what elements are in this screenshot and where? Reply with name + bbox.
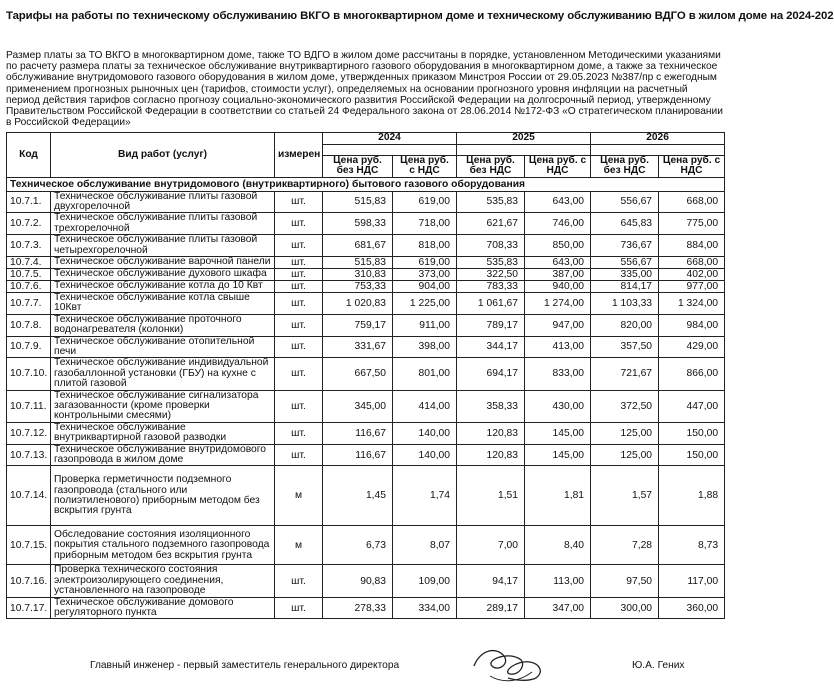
price-2026-no-vat: 556,67: [591, 256, 659, 268]
price-2024-no-vat: 278,33: [323, 597, 393, 619]
handwritten-signature: [470, 642, 550, 686]
row-unit: шт.: [275, 280, 323, 292]
price-2025-no-vat: 322,50: [457, 268, 525, 280]
price-2025-with-vat: 833,00: [525, 358, 591, 390]
price-2024-with-vat: 911,00: [393, 314, 457, 336]
table-row: [7, 191, 725, 213]
row-unit: шт.: [275, 422, 323, 444]
table-row: [7, 268, 725, 280]
price-2024-with-vat: 904,00: [393, 280, 457, 292]
price-2026-no-vat: 1 103,33: [591, 292, 659, 314]
price-2024-no-vat: 515,83: [323, 191, 393, 213]
price-2024-no-vat: 345,00: [323, 390, 393, 422]
price-2026-no-vat: 125,00: [591, 444, 659, 466]
price-2026-with-vat: 117,00: [659, 565, 725, 597]
price-2025-no-vat: 694,17: [457, 358, 525, 390]
row-code: 10.7.6.: [7, 280, 51, 292]
price-2026-with-vat: 360,00: [659, 597, 725, 619]
price-2024-with-vat: 109,00: [393, 565, 457, 597]
price-2024-with-vat: 373,00: [393, 268, 457, 280]
price-2026-no-vat: 7,28: [591, 526, 659, 565]
header-year-2025: 2025: [457, 133, 591, 145]
price-2026-with-vat: 884,00: [659, 235, 725, 257]
price-2024-with-vat: 334,00: [393, 597, 457, 619]
price-2026-with-vat: 984,00: [659, 314, 725, 336]
row-unit: шт.: [275, 390, 323, 422]
price-2026-no-vat: 1,57: [591, 466, 659, 526]
row-work-name: Техническое обслуживание проточного водонагревателя (колонки): [51, 314, 275, 336]
price-2025-no-vat: 358,33: [457, 390, 525, 422]
table-row: [7, 422, 725, 444]
price-2025-with-vat: 1,81: [525, 466, 591, 526]
row-work-name: Техническое обслуживание плиты газовой двухгорелочной: [51, 191, 275, 213]
price-2026-no-vat: 820,00: [591, 314, 659, 336]
row-unit: шт.: [275, 597, 323, 619]
price-2026-with-vat: 775,00: [659, 213, 725, 235]
price-2026-with-vat: 150,00: [659, 444, 725, 466]
section-title: Техническое обслуживание внутридомового (внутриквартирного) бытового газового оборудования: [7, 177, 725, 191]
table-row: [7, 597, 725, 619]
header-spacer-2025: [457, 144, 591, 155]
row-unit: шт.: [275, 358, 323, 390]
row-code: 10.7.4.: [7, 256, 51, 268]
price-2026-no-vat: 300,00: [591, 597, 659, 619]
header-price-with-vat: Цена руб. с НДС: [659, 155, 725, 177]
row-code: 10.7.11.: [7, 390, 51, 422]
price-2026-with-vat: 1,88: [659, 466, 725, 526]
row-work-name: Техническое обслуживание домового регуляторного пункта: [51, 597, 275, 619]
intro-paragraph: Размер платы за ТО ВКГО в многоквартирном доме, также ТО ВДГО в жилом доме рассчитаны в порядке, установленном Методическими указаниями по расчету размера платы за техническое обслуживание внутриквартирного газового оборудования в многоквартирном доме, а также за техническое обслуживание внутридомового газового оборудования в жилом доме, утвержденных приказом Минстроя России от 29.05.2023 №387/пр с ежегодным применением прогнозных рыночных цен (тарифов, стоимости услуг), определяемых на основании прогнозного уровня инфляции на расчетный период действия тарифов согласно прогнозу социально-экономического развития Российской Федерации на долгосрочный период, утвержденному Правительством Российской Федерации в соответствии со статьей 24 Федерального закона от 28.06.2014 №172-ФЗ «О стратегическом планировании в Российской Федерации»: [6, 50, 723, 129]
price-2024-no-vat: 6,73: [323, 526, 393, 565]
price-2025-no-vat: 783,33: [457, 280, 525, 292]
header-year-2026: 2026: [591, 133, 725, 145]
signatory-name: Ю.А. Гених: [632, 660, 685, 671]
header-price-no-vat: Цена руб. без НДС: [323, 155, 393, 177]
price-2024-no-vat: 681,67: [323, 235, 393, 257]
price-2024-no-vat: 116,67: [323, 444, 393, 466]
price-2026-no-vat: 372,50: [591, 390, 659, 422]
price-2025-no-vat: 344,17: [457, 336, 525, 358]
price-2025-no-vat: 1,51: [457, 466, 525, 526]
row-unit: шт.: [275, 292, 323, 314]
row-unit: шт.: [275, 565, 323, 597]
price-2025-no-vat: 1 061,67: [457, 292, 525, 314]
table-row: [7, 565, 725, 597]
table-row: [7, 358, 725, 390]
price-2025-no-vat: 789,17: [457, 314, 525, 336]
price-2025-no-vat: 94,17: [457, 565, 525, 597]
header-price-no-vat: Цена руб. без НДС: [457, 155, 525, 177]
header-spacer-2026: [591, 144, 725, 155]
header-price-with-vat: Цена руб. с НДС: [393, 155, 457, 177]
row-work-name: Техническое обслуживание внутриквартирной газовой разводки: [51, 422, 275, 444]
row-unit: шт.: [275, 256, 323, 268]
price-2024-with-vat: 414,00: [393, 390, 457, 422]
row-work-name: Техническое обслуживание котла до 10 Квт: [51, 280, 275, 292]
price-2025-no-vat: 120,83: [457, 422, 525, 444]
table-row: [7, 256, 725, 268]
price-2026-no-vat: 125,00: [591, 422, 659, 444]
price-2025-no-vat: 120,83: [457, 444, 525, 466]
header-price-with-vat: Цена руб. с НДС: [525, 155, 591, 177]
header-year-2024: 2024: [323, 133, 457, 145]
row-work-name: Техническое обслуживание духового шкафа: [51, 268, 275, 280]
row-work-name: Техническое обслуживание отопительной печи: [51, 336, 275, 358]
table-row: [7, 213, 725, 235]
row-code: 10.7.16.: [7, 565, 51, 597]
row-work-name: Техническое обслуживание котла свыше 10Квт: [51, 292, 275, 314]
row-work-name: Техническое обслуживание плиты газовой четырехгорелочной: [51, 235, 275, 257]
price-2025-with-vat: 387,00: [525, 268, 591, 280]
row-code: 10.7.8.: [7, 314, 51, 336]
row-code: 10.7.15.: [7, 526, 51, 565]
price-2024-no-vat: 753,33: [323, 280, 393, 292]
price-2024-no-vat: 90,83: [323, 565, 393, 597]
price-2025-with-vat: 1 274,00: [525, 292, 591, 314]
row-work-name: Проверка герметичности подземного газопровода (стального или полиэтиленового) приборным методом без вскрытия грунта: [51, 466, 275, 526]
header-price-no-vat: Цена руб. без НДС: [591, 155, 659, 177]
table-row: [7, 292, 725, 314]
table-row: [7, 235, 725, 257]
price-2024-no-vat: 598,33: [323, 213, 393, 235]
price-2025-no-vat: 621,67: [457, 213, 525, 235]
row-unit: шт.: [275, 268, 323, 280]
price-2024-with-vat: 140,00: [393, 422, 457, 444]
row-work-name: Обследование состояния изоляционного покрытия стального подземного газопровода приборным методом без вскрытия грунта: [51, 526, 275, 565]
price-2024-no-vat: 667,50: [323, 358, 393, 390]
price-2024-no-vat: 331,67: [323, 336, 393, 358]
price-2026-no-vat: 357,50: [591, 336, 659, 358]
row-code: 10.7.9.: [7, 336, 51, 358]
price-2025-no-vat: 535,83: [457, 256, 525, 268]
price-2026-with-vat: 447,00: [659, 390, 725, 422]
row-unit: шт.: [275, 191, 323, 213]
price-2025-with-vat: 746,00: [525, 213, 591, 235]
price-2024-with-vat: 619,00: [393, 256, 457, 268]
price-2024-no-vat: 1 020,83: [323, 292, 393, 314]
row-unit: шт.: [275, 336, 323, 358]
price-2026-with-vat: 150,00: [659, 422, 725, 444]
price-2025-with-vat: 850,00: [525, 235, 591, 257]
row-unit: шт.: [275, 213, 323, 235]
header-name: Вид работ (услуг): [51, 133, 275, 178]
price-2026-no-vat: 814,17: [591, 280, 659, 292]
price-2024-no-vat: 759,17: [323, 314, 393, 336]
price-2024-no-vat: 515,83: [323, 256, 393, 268]
price-2024-with-vat: 801,00: [393, 358, 457, 390]
row-unit: шт.: [275, 444, 323, 466]
row-work-name: Проверка технического состояния электроизолирующего соединения, установленного на газопроводе: [51, 565, 275, 597]
header-unit: измерен: [275, 133, 323, 178]
signatory-position: Главный инженер - первый заместитель генерального директора: [90, 660, 400, 671]
document-title: Тарифы на работы по техническому обслуживанию ВКГО в многоквартирном доме и техническому обслуживанию ВДГО в жилом доме на 2024-202: [6, 10, 834, 22]
price-2026-with-vat: 402,00: [659, 268, 725, 280]
price-2025-no-vat: 289,17: [457, 597, 525, 619]
row-code: 10.7.10.: [7, 358, 51, 390]
price-2025-with-vat: 113,00: [525, 565, 591, 597]
price-2026-with-vat: 429,00: [659, 336, 725, 358]
price-2026-with-vat: 8,73: [659, 526, 725, 565]
price-2026-with-vat: 977,00: [659, 280, 725, 292]
price-2024-with-vat: 8,07: [393, 526, 457, 565]
price-2025-with-vat: 145,00: [525, 444, 591, 466]
price-2025-with-vat: 947,00: [525, 314, 591, 336]
price-2024-no-vat: 116,67: [323, 422, 393, 444]
price-2026-with-vat: 1 324,00: [659, 292, 725, 314]
price-2026-no-vat: 556,67: [591, 191, 659, 213]
price-2025-with-vat: 413,00: [525, 336, 591, 358]
price-2026-with-vat: 668,00: [659, 256, 725, 268]
row-code: 10.7.12.: [7, 422, 51, 444]
row-code: 10.7.2.: [7, 213, 51, 235]
table-row: [7, 390, 725, 422]
price-2026-no-vat: 721,67: [591, 358, 659, 390]
row-work-name: Техническое обслуживание внутридомового газопровода в жилом доме: [51, 444, 275, 466]
table-row: [7, 466, 725, 526]
price-2025-no-vat: 708,33: [457, 235, 525, 257]
price-2025-no-vat: 535,83: [457, 191, 525, 213]
row-work-name: Техническое обслуживание варочной панели: [51, 256, 275, 268]
row-code: 10.7.3.: [7, 235, 51, 257]
price-2025-with-vat: 430,00: [525, 390, 591, 422]
price-2026-no-vat: 736,67: [591, 235, 659, 257]
price-2024-with-vat: 818,00: [393, 235, 457, 257]
table-row: [7, 336, 725, 358]
price-2025-with-vat: 643,00: [525, 191, 591, 213]
price-2026-with-vat: 866,00: [659, 358, 725, 390]
price-2025-with-vat: 643,00: [525, 256, 591, 268]
table-row: [7, 526, 725, 565]
tariff-table: [6, 132, 725, 619]
price-2024-with-vat: 1,74: [393, 466, 457, 526]
row-code: 10.7.5.: [7, 268, 51, 280]
price-2024-with-vat: 619,00: [393, 191, 457, 213]
price-2025-with-vat: 145,00: [525, 422, 591, 444]
row-code: 10.7.17.: [7, 597, 51, 619]
price-2024-with-vat: 718,00: [393, 213, 457, 235]
price-2026-with-vat: 668,00: [659, 191, 725, 213]
header-spacer-2024: [323, 144, 457, 155]
row-work-name: Техническое обслуживание индивидуальной газобаллонной установки (ГБУ) на кухне с плитой газовой: [51, 358, 275, 390]
row-code: 10.7.14.: [7, 466, 51, 526]
price-2024-no-vat: 310,83: [323, 268, 393, 280]
price-2024-with-vat: 1 225,00: [393, 292, 457, 314]
price-2024-no-vat: 1,45: [323, 466, 393, 526]
row-unit: шт.: [275, 314, 323, 336]
table-row: [7, 314, 725, 336]
price-2025-with-vat: 347,00: [525, 597, 591, 619]
table-row: [7, 280, 725, 292]
price-2025-with-vat: 940,00: [525, 280, 591, 292]
table-row: [7, 444, 725, 466]
price-2025-with-vat: 8,40: [525, 526, 591, 565]
price-2025-no-vat: 7,00: [457, 526, 525, 565]
price-2024-with-vat: 140,00: [393, 444, 457, 466]
price-2024-with-vat: 398,00: [393, 336, 457, 358]
row-unit: м: [275, 526, 323, 565]
row-code: 10.7.7.: [7, 292, 51, 314]
row-work-name: Техническое обслуживание сигнализатора загазованности (кроме проверки контрольными смесями): [51, 390, 275, 422]
row-code: 10.7.1.: [7, 191, 51, 213]
row-unit: м: [275, 466, 323, 526]
row-work-name: Техническое обслуживание плиты газовой трехгорелочной: [51, 213, 275, 235]
price-2026-no-vat: 97,50: [591, 565, 659, 597]
price-2026-no-vat: 335,00: [591, 268, 659, 280]
row-code: 10.7.13.: [7, 444, 51, 466]
row-unit: шт.: [275, 235, 323, 257]
header-code: Код: [7, 133, 51, 178]
price-2026-no-vat: 645,83: [591, 213, 659, 235]
